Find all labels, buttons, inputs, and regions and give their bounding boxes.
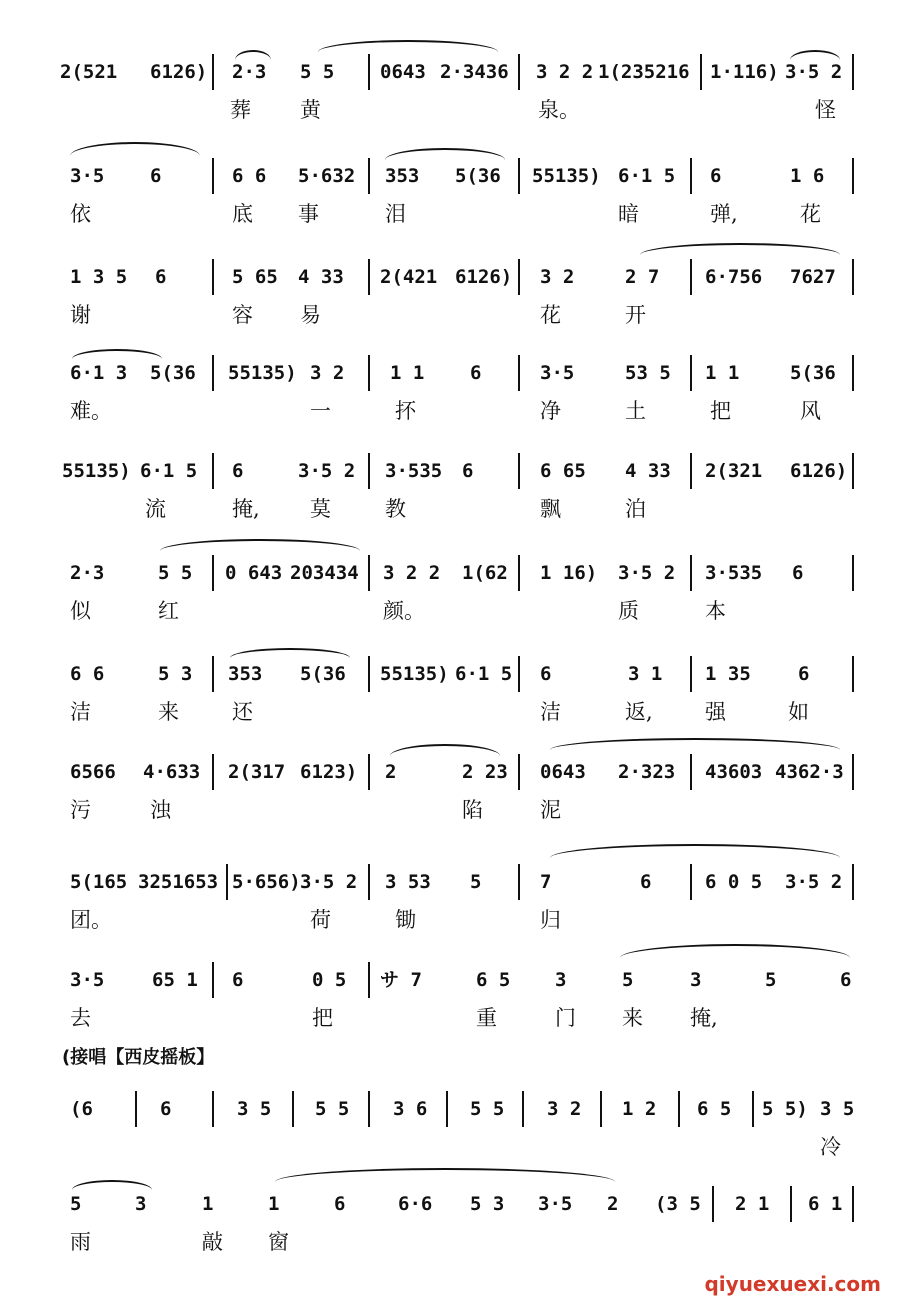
slur	[318, 40, 498, 52]
bar-line	[690, 754, 692, 790]
note-group: 6·1 5	[618, 165, 676, 187]
bar-line	[518, 355, 520, 391]
slur	[790, 50, 840, 60]
bar-line	[518, 864, 520, 900]
lyric-char: 锄	[395, 908, 416, 932]
bar-line	[212, 355, 214, 391]
note-group: 6	[334, 1193, 346, 1215]
note-group: 2·3436	[440, 61, 509, 83]
note-group: 55135)	[62, 460, 131, 482]
bar-line	[212, 555, 214, 591]
lyric-char: 黄	[300, 98, 321, 122]
note-group: 2 1	[735, 1193, 770, 1215]
bar-line	[368, 355, 370, 391]
note-group: 2(421	[380, 266, 438, 288]
lyrics-row	[0, 200, 919, 228]
lyric-char: 花	[540, 303, 561, 327]
note-group: 3 2 2	[536, 61, 594, 83]
bar-line	[518, 54, 520, 90]
note-group: 0 643	[225, 562, 283, 584]
lyric-char: 流	[145, 497, 166, 521]
note-group: 4·633	[143, 761, 201, 783]
bar-line	[852, 864, 854, 900]
lyric-char: 洁	[540, 700, 561, 724]
lyric-char: 难。	[70, 399, 112, 423]
lyric-char: 怪	[815, 98, 836, 122]
bar-line	[852, 453, 854, 489]
lyric-char: 花	[800, 202, 821, 226]
note-group: 2(321	[705, 460, 763, 482]
note-group: 55135)	[228, 362, 297, 384]
note-group: 1 6	[790, 165, 825, 187]
note-group: 3 5	[820, 1098, 855, 1120]
lyric-char: 抔	[395, 399, 416, 423]
lyric-char: 还	[232, 700, 253, 724]
note-group: 55135)	[380, 663, 449, 685]
notes-row	[0, 1190, 919, 1220]
note-group: 6 0 5	[705, 871, 763, 893]
note-group: 0643	[380, 61, 426, 83]
lyrics-row	[0, 597, 919, 625]
bar-line	[212, 656, 214, 692]
note-group: 6126)	[455, 266, 513, 288]
slur	[160, 539, 360, 551]
note-group: 3	[135, 1193, 147, 1215]
lyric-char: 飘	[540, 497, 561, 521]
lyric-char: 质	[618, 599, 639, 623]
lyric-char: 掩,	[232, 497, 260, 521]
bar-line	[852, 656, 854, 692]
note-group: 5 5	[158, 562, 193, 584]
note-group: 1 35	[705, 663, 751, 685]
lyric-char: 返,	[625, 700, 653, 724]
bar-line	[212, 1091, 214, 1127]
note-group: 6 6	[70, 663, 105, 685]
note-group: 4 33	[625, 460, 671, 482]
lyric-char: 一	[310, 399, 331, 423]
lyric-char: 泥	[540, 798, 561, 822]
note-group: 6	[840, 969, 852, 991]
note-group: 3 1	[628, 663, 663, 685]
lyric-char: 荷	[310, 908, 331, 932]
note-group: 6 65	[540, 460, 586, 482]
lyric-char: 把	[312, 1006, 333, 1030]
note-group: 1·116)	[710, 61, 779, 83]
lyric-char: 强	[705, 700, 726, 724]
note-group: サ 7	[380, 969, 422, 991]
note-group: 6	[798, 663, 810, 685]
bar-line	[852, 355, 854, 391]
note-group: 6·1 5	[140, 460, 198, 482]
note-group: 43603	[705, 761, 763, 783]
note-group: 7	[540, 871, 552, 893]
note-group: 3·5	[538, 1193, 573, 1215]
notes-row	[0, 457, 919, 487]
notes-row	[0, 660, 919, 690]
bar-line	[368, 453, 370, 489]
bar-line	[368, 754, 370, 790]
note-group: 6	[640, 871, 652, 893]
slur	[620, 944, 850, 958]
bar-line	[368, 259, 370, 295]
note-group: 6	[155, 266, 167, 288]
note-group: 5·656)	[232, 871, 301, 893]
bar-line	[212, 962, 214, 998]
note-group: 6·6	[398, 1193, 433, 1215]
note-group: 6	[150, 165, 162, 187]
bar-line	[690, 259, 692, 295]
bar-line	[368, 54, 370, 90]
notes-row	[0, 559, 919, 589]
note-group: 1 16)	[540, 562, 598, 584]
lyric-char: 风	[800, 399, 821, 423]
notes-row	[0, 868, 919, 898]
note-group: 3·5	[540, 362, 575, 384]
bar-line	[368, 864, 370, 900]
lyric-char: 来	[622, 1006, 643, 1030]
lyric-char: 本	[705, 599, 726, 623]
note-group: 3·535	[705, 562, 763, 584]
note-group: 3 2	[540, 266, 575, 288]
note-group: 3 5	[237, 1098, 272, 1120]
lyric-char: 似	[70, 599, 91, 623]
bar-line	[446, 1091, 448, 1127]
bar-line	[368, 1091, 370, 1127]
lyric-char: 洁	[70, 700, 91, 724]
note-group: 0 5	[312, 969, 347, 991]
lyric-char: 容	[232, 303, 253, 327]
note-group: 5	[470, 871, 482, 893]
bar-line	[368, 656, 370, 692]
bar-line	[852, 1186, 854, 1222]
lyric-char: 污	[70, 798, 91, 822]
note-group: 6·1 3	[70, 362, 128, 384]
notes-row	[0, 162, 919, 192]
lyric-char: 泪	[385, 202, 406, 226]
bar-line	[292, 1091, 294, 1127]
note-group: 3·5 2	[785, 871, 843, 893]
note-group: 65 1	[152, 969, 198, 991]
section-label: (接唱【西皮摇板】	[62, 1047, 215, 1068]
note-group: 3·5	[70, 969, 105, 991]
note-group: 0643	[540, 761, 586, 783]
bar-line	[690, 864, 692, 900]
notes-row	[0, 758, 919, 788]
note-group: 1	[268, 1193, 280, 1215]
note-group: 3 2	[310, 362, 345, 384]
note-group: 1 1	[705, 362, 740, 384]
lyric-char: 开	[625, 303, 646, 327]
bar-line	[752, 1091, 754, 1127]
note-group: 5 3	[470, 1193, 505, 1215]
slur	[550, 738, 840, 750]
slur	[72, 1180, 152, 1190]
note-group: 203434	[290, 562, 359, 584]
note-group: 1 1	[390, 362, 425, 384]
site-watermark: qiyuexuexi.com	[704, 1272, 881, 1296]
lyrics-row	[0, 301, 919, 329]
slur	[230, 648, 350, 658]
bar-line	[712, 1186, 714, 1222]
note-group: 6	[792, 562, 804, 584]
bar-line	[600, 1091, 602, 1127]
bar-line	[212, 259, 214, 295]
lyrics-row	[0, 397, 919, 425]
lyric-char: 如	[788, 700, 809, 724]
lyric-char: 掩,	[690, 1006, 718, 1030]
lyric-char: 泉。	[538, 98, 580, 122]
lyric-char: 泊	[625, 497, 646, 521]
note-group: 7627	[790, 266, 836, 288]
lyric-char: 去	[70, 1006, 91, 1030]
note-group: 6	[462, 460, 474, 482]
lyric-char: 易	[300, 303, 321, 327]
note-group: 3251653	[138, 871, 219, 893]
bar-line	[368, 962, 370, 998]
lyrics-row	[0, 1004, 919, 1032]
slur	[390, 744, 500, 756]
note-group: 5 5	[470, 1098, 505, 1120]
note-group: 5(36	[455, 165, 501, 187]
bar-line	[518, 754, 520, 790]
note-group: 2 7	[625, 266, 660, 288]
note-group: 3	[555, 969, 567, 991]
note-group: 3·5 2	[785, 61, 843, 83]
note-group: 6 1	[808, 1193, 843, 1215]
bar-line	[852, 54, 854, 90]
note-group: 3 2 2	[383, 562, 441, 584]
note-group: 5(36	[300, 663, 346, 685]
notes-row	[0, 1095, 919, 1125]
lyric-char: 土	[625, 399, 646, 423]
bar-line	[518, 555, 520, 591]
bar-line	[690, 453, 692, 489]
bar-line	[212, 158, 214, 194]
note-group: 6566	[70, 761, 116, 783]
note-group: 6 5	[476, 969, 511, 991]
note-group: 2 23	[462, 761, 508, 783]
note-group: 5·632	[298, 165, 356, 187]
note-group: 6 6	[232, 165, 267, 187]
bar-line	[678, 1091, 680, 1127]
note-group: 5(36	[150, 362, 196, 384]
note-group: 5(36	[790, 362, 836, 384]
note-group: 353	[385, 165, 420, 187]
slur	[72, 349, 162, 359]
note-group: 53 5	[625, 362, 671, 384]
note-group: 2(317	[228, 761, 286, 783]
bar-line	[790, 1186, 792, 1222]
lyric-char: 净	[540, 399, 561, 423]
lyrics-row	[0, 495, 919, 523]
note-group: 2·3	[70, 562, 105, 584]
note-group: 6126)	[150, 61, 208, 83]
note-group: 353	[228, 663, 263, 685]
note-group: 3·5 2	[300, 871, 358, 893]
lyric-char: 颜。	[383, 599, 425, 623]
note-group: 55135)	[532, 165, 601, 187]
slur	[640, 243, 840, 255]
note-group: 5 65	[232, 266, 278, 288]
lyric-char: 归	[540, 908, 561, 932]
note-group: 3	[690, 969, 702, 991]
bar-line	[226, 864, 228, 900]
lyric-char: 事	[298, 202, 319, 226]
bar-line	[518, 453, 520, 489]
note-group: 5	[765, 969, 777, 991]
bar-line	[212, 453, 214, 489]
bar-line	[690, 555, 692, 591]
bar-line	[522, 1091, 524, 1127]
note-group: 2	[607, 1193, 619, 1215]
note-group: 2(521	[60, 61, 118, 83]
bar-line	[852, 555, 854, 591]
note-group: 2·3	[232, 61, 267, 83]
bar-line	[690, 158, 692, 194]
note-group: 1 2	[622, 1098, 657, 1120]
note-group: 6	[232, 969, 244, 991]
bar-line	[368, 555, 370, 591]
note-group: 3·535	[385, 460, 443, 482]
note-group: 4362·3	[775, 761, 844, 783]
lyrics-row	[0, 906, 919, 934]
bar-line	[852, 158, 854, 194]
note-group: 1	[202, 1193, 214, 1215]
note-group: 6126)	[790, 460, 848, 482]
notes-row	[0, 58, 919, 88]
note-group: 5	[622, 969, 634, 991]
note-group: 1(235216	[598, 61, 690, 83]
lyric-char: 暗	[618, 202, 639, 226]
lyric-char: 敲	[202, 1230, 223, 1254]
notes-row	[0, 263, 919, 293]
notes-row	[0, 359, 919, 389]
bar-line	[518, 259, 520, 295]
note-group: 5	[70, 1193, 82, 1215]
note-group: 3·5	[70, 165, 105, 187]
note-group: 6·1 5	[455, 663, 513, 685]
lyric-char: 冷	[820, 1135, 841, 1159]
lyric-char: 莫	[310, 497, 331, 521]
bar-line	[852, 754, 854, 790]
lyric-char: 浊	[150, 798, 171, 822]
bar-line	[368, 158, 370, 194]
note-group: 3·5 2	[618, 562, 676, 584]
note-group: 6123)	[300, 761, 358, 783]
note-group: 5(165	[70, 871, 128, 893]
note-group: 3 2	[547, 1098, 582, 1120]
note-group: (6	[70, 1098, 93, 1120]
lyric-char: 谢	[70, 303, 91, 327]
note-group: 5 5	[315, 1098, 350, 1120]
lyric-char: 底	[232, 202, 253, 226]
slur	[550, 844, 840, 858]
note-group: 6	[160, 1098, 172, 1120]
bar-line	[852, 259, 854, 295]
note-group: 6	[710, 165, 722, 187]
lyric-char: 重	[476, 1006, 497, 1030]
bar-line	[212, 54, 214, 90]
lyric-char: 红	[158, 599, 179, 623]
slur	[235, 50, 271, 60]
lyrics-row	[0, 698, 919, 726]
note-group: 6	[540, 663, 552, 685]
note-group: 3 6	[393, 1098, 428, 1120]
note-group: 3 53	[385, 871, 431, 893]
note-group: (3 5	[655, 1193, 701, 1215]
note-group: 3·5 2	[298, 460, 356, 482]
lyric-char: 教	[385, 497, 406, 521]
lyrics-row	[0, 96, 919, 124]
slur	[275, 1168, 615, 1182]
bar-line	[518, 158, 520, 194]
note-group: 5 5	[300, 61, 335, 83]
slur	[70, 142, 200, 156]
note-group: 2·323	[618, 761, 676, 783]
bar-line	[690, 355, 692, 391]
note-group: 4 33	[298, 266, 344, 288]
lyric-char: 来	[158, 700, 179, 724]
lyric-char: 团。	[70, 908, 112, 932]
lyrics-row	[0, 1228, 919, 1256]
slur	[385, 148, 505, 160]
lyric-char: 弹,	[710, 202, 738, 226]
lyric-char: 窗	[268, 1230, 289, 1254]
note-group: 6	[470, 362, 482, 384]
bar-line	[518, 656, 520, 692]
bar-line	[700, 54, 702, 90]
note-group: 1(62	[462, 562, 508, 584]
bar-line	[135, 1091, 137, 1127]
lyric-char: 葬	[230, 98, 251, 122]
note-group: 5 3	[158, 663, 193, 685]
lyric-char: 陷	[462, 798, 483, 822]
lyric-char: 门	[555, 1006, 576, 1030]
lyric-char: 依	[70, 202, 91, 226]
bar-line	[690, 656, 692, 692]
note-group: 6 5	[697, 1098, 732, 1120]
notes-row	[0, 966, 919, 996]
lyrics-row	[0, 1133, 919, 1161]
note-group: 6·756	[705, 266, 763, 288]
lyric-char: 把	[710, 399, 731, 423]
note-group: 6	[232, 460, 244, 482]
lyrics-row	[0, 796, 919, 824]
note-group: 1 3 5	[70, 266, 128, 288]
note-group: 2	[385, 761, 397, 783]
bar-line	[212, 754, 214, 790]
note-group: 5 5)	[762, 1098, 808, 1120]
lyric-char: 雨	[70, 1230, 91, 1254]
